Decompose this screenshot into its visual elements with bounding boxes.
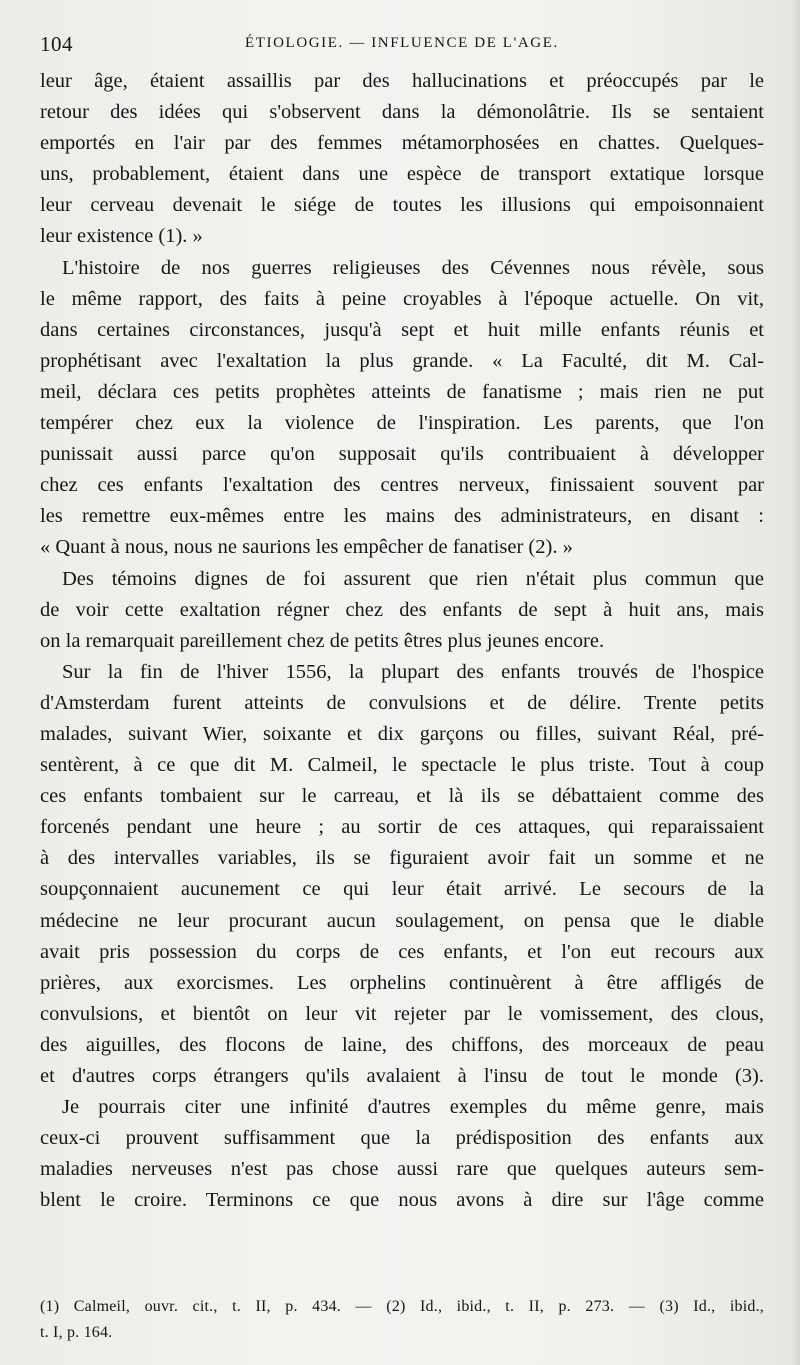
text-line: soupçonnaient aucunement ce qui leur était arrivé. Le secours de la (40, 878, 764, 901)
text-line: Des témoins dignes de foi assurent que rien n'était plus commun que (62, 567, 764, 590)
text-line: « Quant à nous, nous ne saurions les empêcher de fanatiser (2). » (40, 536, 573, 559)
text-line: prières, aux exorcismes. Les orphelins continuèrent à être affligés de (40, 971, 764, 994)
body-text (40, 66, 764, 1216)
text-line: Sur la fin de l'hiver 1556, la plupart des enfants trouvés de l'hospice (62, 660, 764, 683)
paragraph-4 (40, 657, 764, 1092)
text-line: et d'autres corps étrangers qu'ils avalaient à l'insu de tout le monde (3). (40, 1065, 764, 1087)
paragraph-1 (40, 66, 764, 253)
text-line: leur cerveau devenait le siége de toutes les illusions qui empoisonnaient (40, 194, 764, 217)
text-line: chez ces enfants l'exaltation des centres nerveux, finissaient souvent par (40, 474, 764, 497)
text-line: blent le croire. Terminons ce que nous avons à dire sur l'âge comme (40, 1189, 764, 1212)
paragraph-2 (40, 253, 764, 564)
text-line: forcenés pendant une heure ; au sortir de ces attaques, qui reparaissaient (40, 816, 764, 839)
text-line: les remettre eux-mêmes entre les mains des administrateurs, en disant : (40, 505, 764, 528)
text-line: dans certaines circonstances, jusqu'à sept et huit mille enfants réunis et (40, 318, 764, 341)
paragraph-5 (40, 1092, 764, 1216)
text-line: punissait aussi parce qu'on supposait qu'ils contribuaient à développer (40, 443, 764, 466)
text-line: ces enfants tombaient sur le carreau, et là ils se débattaient comme des (40, 785, 764, 808)
footnote-line: t. I, p. 164. (40, 1324, 113, 1341)
text-line: avait pris possession du corps de ces enfants, et l'on eut recours aux (40, 940, 764, 963)
text-line: L'histoire de nos guerres religieuses des Cévennes nous révèle, sous (62, 256, 764, 279)
text-line: convulsions, et bientôt on leur vit rejeter par le vomissement, des clous, (40, 1002, 764, 1025)
text-line: Je pourrais citer une infinité d'autres exemples du même genre, mais (62, 1096, 764, 1119)
text-line: sentèrent, à ce que dit M. Calmeil, le spectacle le plus triste. Tout à coup (40, 754, 764, 777)
text-line: d'Amsterdam furent atteints de convulsions et de délire. Trente petits (40, 691, 764, 714)
page-edge-shadow (790, 0, 800, 1365)
text-line: des aiguilles, des flocons de laine, des chiffons, des morceaux de peau (40, 1033, 764, 1056)
text-line: retour des idées qui s'observent dans la démonolâtrie. Ils se sentaient (40, 101, 764, 124)
running-head (40, 32, 765, 58)
text-line: tempérer chez eux la violence de l'inspiration. Les parents, que l'on (40, 412, 764, 435)
text-line: ceux-ci prouvent suffisamment que la prédisposition des enfants aux (40, 1127, 764, 1150)
footnotes (40, 1294, 764, 1346)
page-number: 104 (40, 32, 73, 56)
text-line: on la remarquait pareillement chez de petits êtres plus jeunes encore. (40, 629, 605, 652)
footnote-line: (1) Calmeil, ouvr. cit., t. II, p. 434. — (2) Id., ibid., t. II, p. 273. — (3) Id., ibid., (40, 1298, 764, 1315)
text-line: maladies nerveuses n'est pas chose aussi rare que quelques auteurs sem- (40, 1158, 764, 1181)
text-line: meil, déclara ces petits prophètes atteints de fanatisme ; mais rien ne put (40, 380, 764, 403)
text-line: emportés en l'air par des femmes métamorphosées en chattes. Quelques- (40, 132, 764, 155)
text-line: leur âge, étaient assaillis par des hallucinations et préoccupés par le (40, 70, 764, 92)
text-line: le même rapport, des faits à peine croyables à l'époque actuelle. On vit, (40, 287, 764, 310)
text-line: prophétisant avec l'exaltation la plus grande. « La Faculté, dit M. Cal- (40, 349, 764, 372)
text-line: malades, suivant Wier, soixante et dix garçons ou filles, suivant Réal, pré- (40, 722, 764, 745)
text-line: à des intervalles variables, ils se figuraient avoir fait un somme et ne (40, 847, 764, 870)
text-line: de voir cette exaltation régner chez des enfants de sept à huit ans, mais (40, 598, 764, 621)
text-line: médecine ne leur procurant aucun soulagement, on pensa que le diable (40, 909, 764, 932)
text-line: uns, probablement, étaient dans une espèce de transport extatique lorsque (40, 163, 764, 186)
paragraph-3 (40, 564, 764, 657)
running-title: ÉTIOLOGIE. — INFLUENCE DE L'AGE. (245, 35, 559, 51)
text-line: leur existence (1). » (40, 225, 203, 248)
